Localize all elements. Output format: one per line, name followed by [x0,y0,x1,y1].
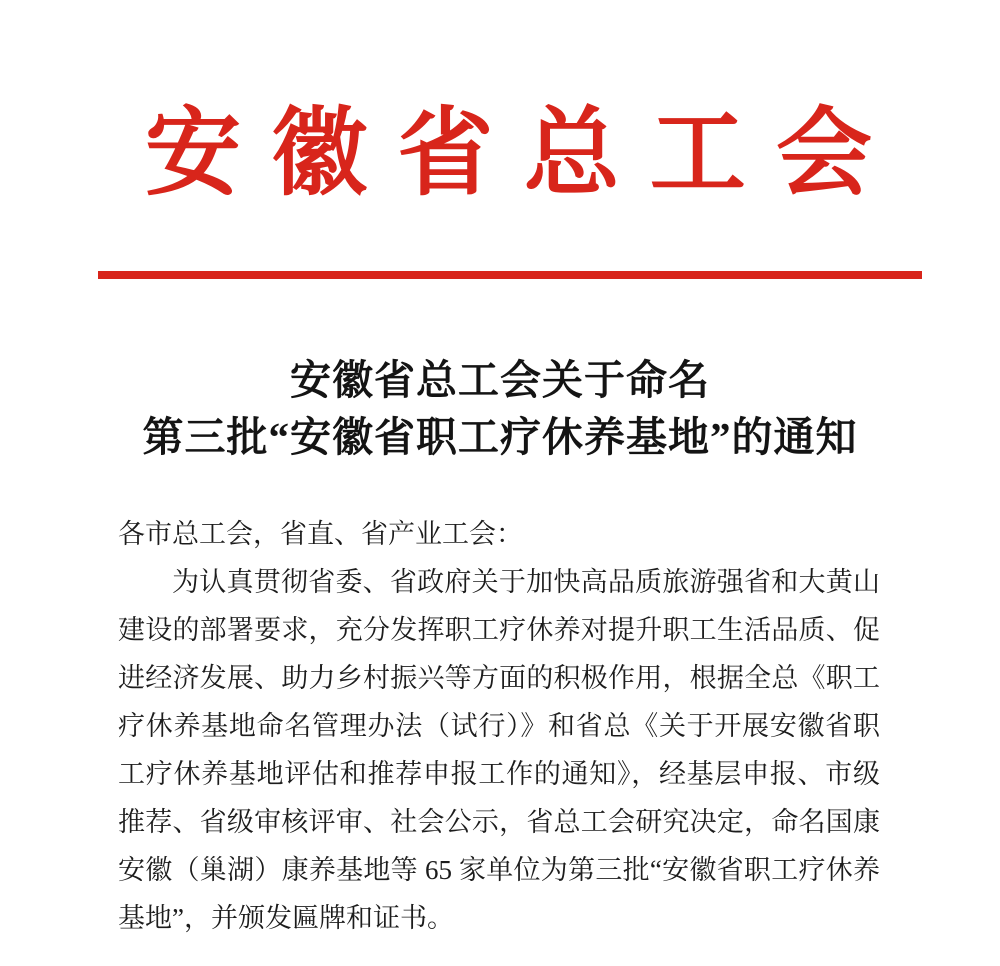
letterhead-org-name [145,96,872,211]
letterhead-char: 省 [397,100,494,207]
letterhead-char: 安 [145,100,241,207]
letterhead-char: 会 [775,100,872,207]
letterhead-char: 总 [523,100,620,207]
notice-body [118,510,880,942]
letterhead-char: 徽 [271,100,368,207]
salutation-line: 各市总工会，省直、省产业工会： [118,519,523,549]
red-divider-line [98,271,922,279]
notice-title-line2: 第三批“安徽省职工疗休养基地”的通知 [142,414,858,460]
notice-title-line1: 安徽省总工会关于命名 [290,357,710,403]
notice-title [0,352,1000,466]
letterhead-char: 工 [649,100,746,207]
body-paragraph: 为认真贯彻省委、省政府关于加快高品质旅游强省和大黄山建设的部署要求，充分发挥职工疗休养对提升职工生活品质、促进经济发展、助力乡村振兴等方面的积极作用，根据全总《职工疗休养基地命名管理办法（试行）》和省总《关于开展安徽省职工疗休养基地评估和推荐申报工作的通知》，经基层申报、市级推荐、省级审核评审、社会公示，省总工会研究决定，命名国康安徽（巢湖）康养基地等 65 家单位为第三批“安徽省职工疗休养基地”，并颁发匾牌和证书。 [118,567,880,933]
